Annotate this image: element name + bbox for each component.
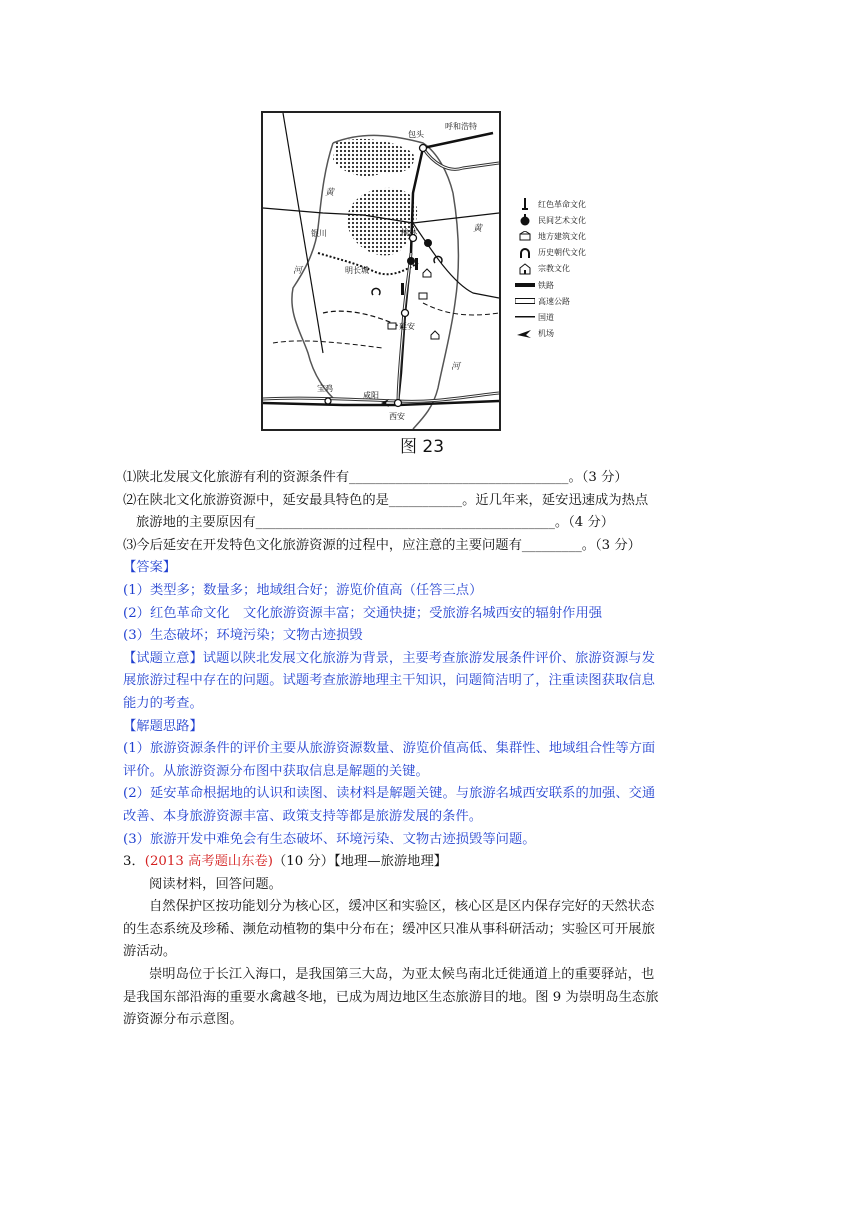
label-he-right: 河	[451, 362, 461, 372]
legend-item	[515, 212, 625, 228]
intent-text: 试题以陕北发展文化旅游为背景，主要考查旅游发展条件评价、旅游资源与发	[202, 650, 655, 666]
legend-label: 民间艺术文化	[538, 215, 586, 225]
folk-art-icon	[424, 239, 432, 247]
approach-line: (3）旅游开发中难免会有生态破坏、环境污染、文物古迹损毁等问题。	[123, 831, 536, 847]
paragraph-1-line: 自然保护区按功能划分为核心区，缓冲区和实验区，核心区是区内保存完好的天然状态	[149, 899, 655, 915]
document-body	[123, 467, 743, 1032]
paragraph-2-line: 是我国东部沿海的重要水禽越冬地，已成为周边地区生态旅游目的地。图 9 为崇明岛生态旅	[123, 989, 659, 1005]
question3-source: (2013 高考题山东卷)	[144, 854, 273, 870]
expressway	[423, 148, 499, 169]
label-yinchuan: 银川	[311, 229, 327, 238]
city-marker-yanan	[402, 310, 409, 317]
approach-line: 评价。从旅游资源分布图中获取信息是解题的关键。	[123, 763, 429, 779]
label-great-wall: 明长城	[345, 266, 369, 275]
question-2-line-2: 旅游地的主要原因有_____________________________________________。（4 分）	[136, 515, 615, 531]
airport-icon	[515, 328, 535, 340]
legend-item	[515, 228, 625, 244]
railway-main	[398, 148, 423, 403]
label-huang-right: 黄	[473, 224, 483, 234]
legend-label: 宗教文化	[538, 264, 570, 274]
paragraph-2-line: 游资源分布示意图。	[123, 1012, 243, 1028]
legend-item	[515, 196, 625, 212]
desert-area-north	[333, 139, 414, 176]
historic-dynasty-icon	[372, 288, 380, 295]
red-revolution-icon	[515, 198, 535, 210]
legend-label: 机场	[538, 329, 554, 339]
approach-heading: 【解题思路】	[123, 718, 203, 734]
legend-item	[515, 245, 625, 261]
question-2-line-1: ⑵在陕北文化旅游资源中，延安最具特色的是___________。近几年来，延安迅速成为热点	[123, 492, 649, 508]
answer-heading: 【答案】	[123, 560, 177, 576]
label-xian: 西安	[389, 412, 405, 421]
legend-label: 红色革命文化	[538, 199, 586, 209]
label-huhehaote: 呼和浩特	[445, 122, 477, 131]
label-xianyang: 咸阳	[363, 391, 379, 400]
label-baoji: 宝鸡	[317, 384, 333, 393]
intent-line-3: 能力的考查。	[123, 695, 203, 711]
religion-icon	[423, 269, 431, 277]
railway-icon	[515, 279, 535, 291]
city-marker-xian	[395, 400, 402, 407]
historic-dynasty-icon	[515, 247, 535, 259]
question3-header	[123, 851, 743, 874]
legend-label: 地方建筑文化	[538, 231, 586, 241]
legend-item	[515, 293, 625, 309]
legend-label: 国道	[538, 312, 554, 322]
intent-line-2: 展旅游过程中存在的问题。试题考查旅游地理主干知识，问题简洁明了，注重读图获取信息	[123, 673, 655, 689]
intent-line-1	[123, 648, 743, 671]
paragraph-2-line: 崇明岛位于长江入海口，是我国第三大岛，为亚太候鸟南北迁徙通道上的重要驿站，也	[149, 967, 655, 983]
intent-heading: 【试题立意】	[123, 650, 203, 666]
red-revolution-icon	[401, 283, 404, 295]
legend-label: 历史朝代文化	[538, 248, 586, 258]
legend-item	[515, 277, 625, 293]
legend-label: 铁路	[538, 280, 554, 290]
paragraph-1-line: 的生态系统及珍稀、濒危动植物的集中分布在；缓冲区只准从事科研活动；实验区可开展旅	[123, 921, 655, 937]
local-architecture-icon	[419, 293, 427, 299]
religion-icon	[515, 263, 535, 275]
folk-art-icon	[515, 214, 535, 226]
answer-2: (2）红色革命文化 文化旅游资源丰富；交通快捷；受旅游名城西安的辐射作用强	[123, 605, 603, 621]
approach-line: 改善、本身旅游资源丰富、政策支持等都是旅游发展的条件。	[123, 808, 483, 824]
legend-item	[515, 309, 625, 325]
question3-score: （10 分）【地理—旅游地理】	[273, 854, 448, 870]
answer-3: (3）生态破坏；环境污染；文物古迹损毁	[123, 628, 363, 644]
paragraph-1-line: 游活动。	[123, 944, 177, 960]
expressway-icon	[515, 295, 535, 307]
city-marker-baoji	[325, 398, 331, 404]
label-he-left: 河	[293, 266, 303, 276]
tourism-map	[261, 111, 501, 431]
label-huang-left: 黄	[325, 188, 335, 198]
local-architecture-icon	[515, 230, 535, 242]
question-3: ⑶今后延安在开发特色文化旅游资源的过程中，应注意的主要问题有_________。（3 分）	[123, 537, 641, 553]
label-yulin: 榆林	[401, 228, 417, 237]
label-yanan: 延安	[399, 322, 415, 331]
national-road-icon	[515, 311, 535, 323]
question-1: ⑴陕北发展文化旅游有利的资源条件有_________________________________。（3 分）	[123, 470, 628, 485]
label-baotou: 包头	[408, 130, 424, 139]
answer-1: (1）类型多；数量多；地域组合好；游览价值高（任答三点）	[123, 582, 483, 598]
map-legend	[515, 196, 625, 342]
figure-caption: 图 23	[400, 437, 445, 457]
approach-line: (1）旅游资源条件的评价主要从旅游资源数量、游览价值高低、集群性、地域组合性等方面	[123, 741, 656, 757]
legend-label: 高速公路	[538, 296, 570, 306]
legend-item	[515, 261, 625, 277]
city-marker-baotou	[420, 145, 427, 152]
approach-line: (2）延安革命根据地的认识和读图、读材料是解题关键。与旅游名城西安联系的加强、交通	[123, 786, 656, 802]
legend-item	[515, 326, 625, 342]
question3-number: 3．	[123, 854, 145, 870]
question3-intro: 阅读材料，回答问题。	[149, 876, 282, 892]
